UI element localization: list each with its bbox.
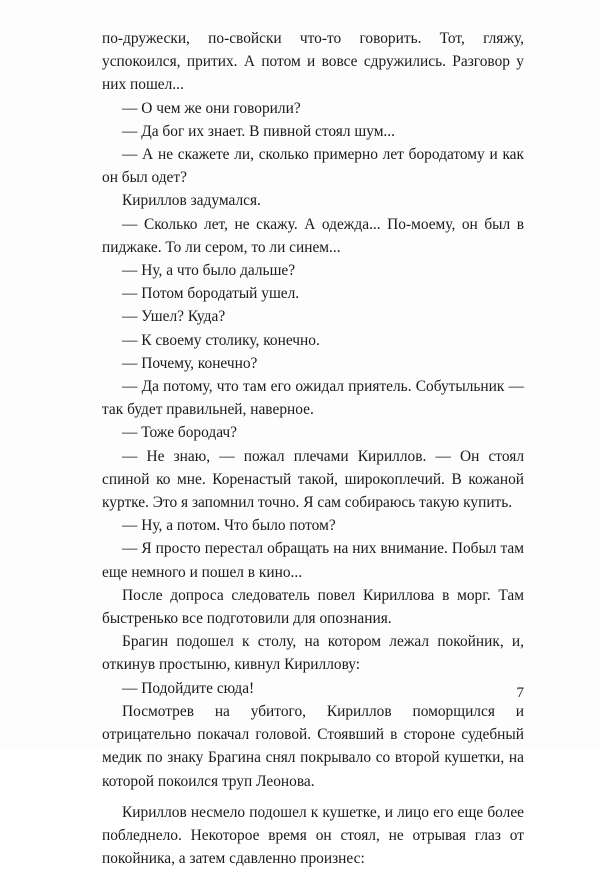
paragraph: — Потом бородатый ушел. — [122, 285, 300, 303]
paragraph: — Ушел? Куда? — [122, 308, 226, 326]
body-text — [102, 27, 524, 870]
paragraph: Кириллов задумался. — [122, 192, 261, 210]
paragraph: Брагин подошел к столу, на котором лежал покойник, и, откинув простыню, кивнул Кириллову: — [102, 633, 524, 674]
paragraph: — Ну, а что было дальше? — [122, 262, 296, 280]
paragraph: — А не скажете ли, сколько примерно лет бородатому и как он был одет? — [102, 146, 524, 187]
paragraph: — К своему столику, конечно. — [122, 331, 320, 349]
page-number: 7 — [516, 685, 524, 701]
paragraph: После допроса следователь повел Кириллова в морг. Там быстренько все подготовили для опознания. — [102, 586, 524, 628]
paragraph: — Подойдите сюда! — [122, 679, 255, 697]
paragraph: — Не знаю, — пожал плечами Кириллов. — Он стоял спиной ко мне. Коренастый такой, широкоплечий. В кожаной куртке. Это я запомнил точно. Я сам собираюсь такую купить. — [102, 447, 524, 512]
paragraph: — О чем же они говорили? — [122, 99, 301, 117]
paragraph: — Тоже бородач? — [122, 424, 237, 442]
paragraph: — Сколько лет, не скажу. А одежда... По-моему, он был в пиджаке. То ли сером, то ли синем... — [102, 215, 524, 256]
paragraph: — Да потому, что там его ожидал приятель. Собутыльник — так будет правильней, наверное. — [102, 378, 524, 419]
paragraph: — Я просто перестал обращать на них внимание. Побыл там еще немного и пошел в кино... — [102, 540, 524, 581]
paragraph: — Почему, конечно? — [122, 354, 258, 372]
paragraph: Кириллов несмело подошел к кушетке, и лицо его еще более побледнело. Некоторое время он стоял, не отрывая глаз от покойника, а затем сдавленно произнес: — [102, 803, 524, 868]
paragraph: — Ну, а потом. Что было потом? — [122, 517, 336, 535]
paragraph: — Да бог их знает. В пивной стоял шум... — [122, 122, 395, 140]
paragraph: Посмотрев на убитого, Кириллов поморщился и отрицательно покачал головой. Стоявший в стороне судебный медик по знаку Брагина снял покрывало со второй кушетки, на которой покоился труп Леонова. — [102, 702, 524, 790]
paragraph: по-дружески, по-свойски что-то говорить. Тот, гляжу, успокоился, притих. А потом и вовсе сдружились. Разговор у них пошел... — [102, 30, 524, 94]
